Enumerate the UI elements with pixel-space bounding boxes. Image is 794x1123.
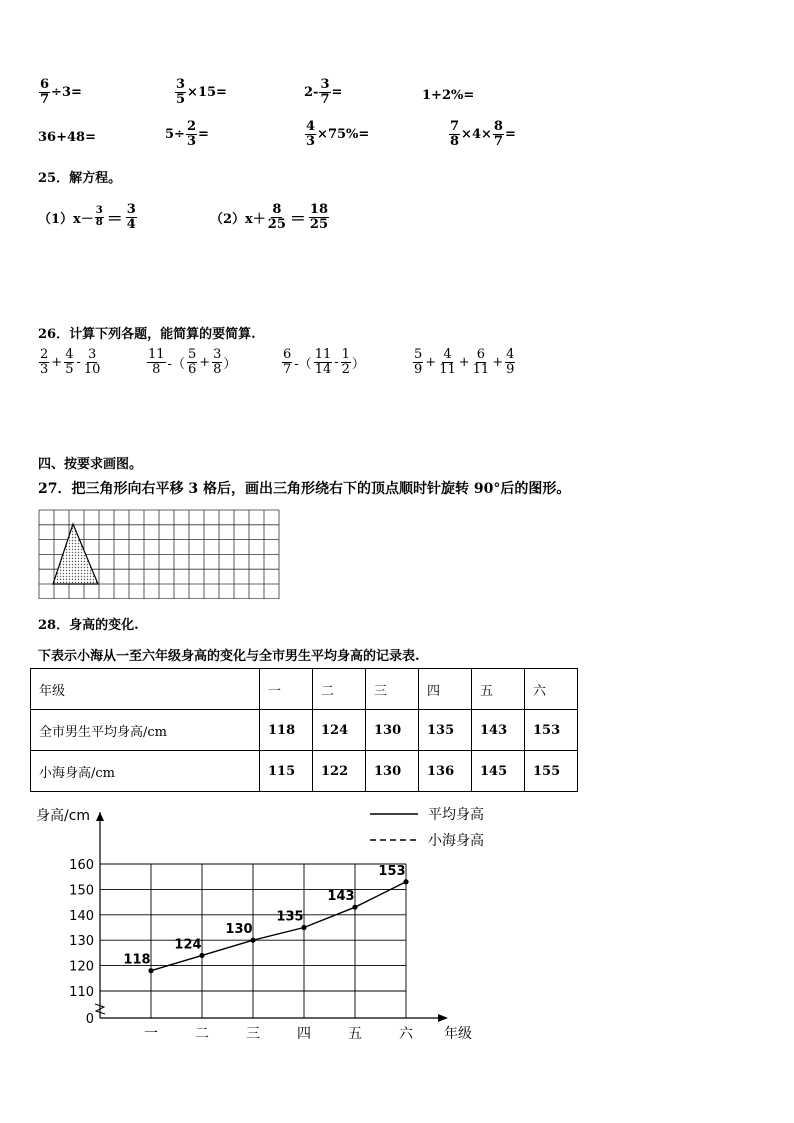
numerator: 4 — [306, 119, 316, 134]
table-cell: 130 — [366, 710, 419, 751]
q26-expr-1 — [38, 348, 102, 376]
x-tick-label: 二 — [195, 1026, 209, 1042]
calc-r2-4 — [448, 120, 516, 148]
table-cell: 115 — [260, 751, 313, 792]
denominator: 6 — [187, 361, 197, 377]
table-header-row — [31, 669, 578, 710]
denominator: 4 — [126, 216, 136, 232]
denominator: 5 — [65, 361, 74, 377]
data-label: 143 — [327, 889, 355, 905]
table-cell: 153 — [525, 710, 578, 751]
y-tick-label: 140 — [69, 908, 94, 924]
denominator: 7 — [493, 133, 503, 149]
operator: -（ — [294, 356, 312, 372]
calc-r2-3 — [304, 120, 369, 148]
calc-r1-1 — [38, 78, 82, 106]
operator: -（ — [167, 356, 185, 372]
table-cell: 155 — [525, 751, 578, 792]
numerator: 6 — [283, 347, 292, 362]
numerator: 3 — [126, 202, 136, 217]
numerator: 5 — [414, 347, 423, 362]
numerator: 6 — [40, 77, 50, 92]
calc-r2-1 — [38, 130, 96, 145]
table-cell: 122 — [313, 751, 366, 792]
q26-title: 26．计算下列各题，能简算的要简算. — [38, 327, 256, 342]
height-line-chart — [30, 800, 500, 1050]
calc-rest: ×15= — [187, 84, 227, 100]
numerator: 6 — [476, 347, 486, 362]
q26-expr-3 — [281, 348, 365, 376]
denominator: 5 — [176, 91, 186, 107]
section-four-title: 四、按要求画图。 — [38, 457, 143, 472]
y-tick-label: 130 — [69, 934, 94, 950]
grade-header: 六 — [525, 669, 578, 710]
operator: + — [425, 354, 437, 370]
data-label: 153 — [378, 863, 406, 879]
numerator: 3 — [320, 77, 330, 92]
denominator: 3 — [186, 133, 196, 149]
numerator: 7 — [450, 119, 460, 134]
calc-pre: 2- — [304, 84, 319, 100]
operator: - — [334, 354, 339, 370]
calc-text: 1+2%= — [422, 88, 475, 103]
q28-title: 28．身高的变化. — [38, 618, 139, 633]
numerator: 3 — [95, 205, 103, 217]
operator: + — [492, 354, 504, 370]
numerator: 11 — [148, 347, 165, 362]
grade-header: 二 — [313, 669, 366, 710]
x-tick-label: 四 — [297, 1026, 311, 1042]
numerator: 3 — [176, 77, 186, 92]
calc-rest: ÷3= — [51, 84, 82, 100]
denominator: 8 — [450, 133, 460, 149]
operator: + — [199, 354, 211, 370]
data-point — [403, 879, 408, 884]
denominator: 3 — [40, 361, 49, 377]
table-cell: 118 — [260, 710, 313, 751]
data-point — [301, 925, 306, 930]
eq-pre: （1）x－ — [38, 211, 94, 227]
denominator: 7 — [283, 361, 292, 377]
data-label: 118 — [123, 952, 151, 968]
denominator: 10 — [83, 361, 101, 377]
data-label: 135 — [276, 909, 304, 925]
denominator: 9 — [506, 361, 515, 377]
axis-break — [95, 1004, 105, 1014]
y-tick-label: 110 — [69, 985, 94, 1000]
denominator: 25 — [309, 216, 328, 232]
q25-eq1 — [38, 203, 138, 231]
denominator: 11 — [439, 361, 456, 377]
calc-mid: ×4× — [461, 126, 492, 142]
x-tick-label: 六 — [399, 1026, 413, 1042]
denominator: 9 — [414, 361, 423, 377]
table-row — [31, 710, 578, 751]
table-cell: 145 — [472, 751, 525, 792]
equals-sign: ＝ — [106, 208, 123, 228]
numerator: 18 — [309, 202, 328, 217]
table-cell: 124 — [313, 710, 366, 751]
y-tick-label: 150 — [69, 883, 94, 899]
operator: + — [458, 354, 470, 370]
grade-header: 四 — [419, 669, 472, 710]
calc-r1-2 — [174, 78, 227, 106]
y-tick-label: 120 — [69, 959, 94, 975]
y-axis-arrow — [96, 812, 104, 821]
denominator: 8 — [95, 216, 103, 228]
grade-header: 一 — [260, 669, 313, 710]
denominator: 7 — [40, 91, 50, 107]
numerator: 1 — [341, 347, 350, 362]
x-tick-label: 一 — [144, 1026, 158, 1042]
data-point — [352, 905, 357, 910]
numerator: 2 — [186, 119, 196, 134]
data-point — [148, 968, 153, 973]
numerator: 2 — [40, 347, 49, 362]
numerator: 3 — [213, 347, 222, 362]
x-tick-label: 五 — [348, 1026, 362, 1042]
row-label: 全市男生平均身高/cm — [31, 710, 260, 751]
denominator: 8 — [152, 361, 161, 377]
denominator: 2 — [341, 361, 350, 377]
calc-rest: ×75%= — [317, 126, 370, 142]
eq-pre: （2）x＋ — [210, 211, 266, 227]
height-record-table — [30, 668, 578, 792]
calc-pre: 5÷ — [165, 126, 185, 142]
numerator: 4 — [506, 347, 515, 362]
q26-expr-2 — [146, 348, 236, 376]
operator: + — [51, 354, 63, 370]
q25-title: 25．解方程。 — [38, 171, 122, 186]
y-tick-label: 0 — [85, 1012, 94, 1027]
denominator: 3 — [306, 133, 316, 149]
denominator: 11 — [472, 361, 490, 377]
calc-r1-4 — [422, 88, 474, 103]
table-header-label: 年级 — [31, 669, 260, 710]
operator: - — [76, 354, 81, 370]
row-label: 小海身高/cm — [31, 751, 260, 792]
calc-text: 36+48= — [38, 130, 96, 145]
table-cell: 130 — [366, 751, 419, 792]
x-axis-label: 年级 — [444, 1026, 472, 1042]
paren-close: ） — [351, 356, 365, 372]
legend-label-average: 平均身高 — [428, 807, 484, 823]
numerator: 4 — [443, 347, 452, 362]
q27-title: 27．把三角形向右平移 3 格后，画出三角形绕右下的顶点顺时针旋转 90°后的图形。 — [38, 481, 571, 497]
series-line — [151, 882, 406, 971]
data-label: 124 — [174, 937, 202, 953]
denominator: 7 — [320, 91, 330, 107]
calc-r2-2 — [165, 120, 209, 148]
table-cell: 136 — [419, 751, 472, 792]
denominator: 8 — [213, 361, 222, 377]
data-label: 130 — [225, 922, 253, 938]
numerator: 5 — [187, 347, 197, 362]
table-row — [31, 751, 578, 792]
table-cell: 135 — [419, 710, 472, 751]
q26-expr-4 — [412, 348, 516, 376]
table-cell: 143 — [472, 710, 525, 751]
legend — [370, 806, 484, 849]
data-point — [199, 953, 204, 958]
q25-eq2 — [210, 203, 330, 231]
calc-rest: = — [331, 84, 343, 100]
numerator: 8 — [493, 119, 503, 134]
q27-grid — [38, 509, 280, 599]
x-axis-arrow — [438, 1014, 448, 1022]
grade-header: 五 — [472, 669, 525, 710]
grade-header: 三 — [366, 669, 419, 710]
calc-rest: = — [504, 126, 516, 142]
numerator: 8 — [272, 202, 282, 217]
equals-sign: ＝ — [289, 208, 306, 228]
denominator: 25 — [267, 216, 286, 232]
numerator: 4 — [65, 347, 74, 362]
calc-rest: = — [198, 126, 209, 142]
q28-intro: 下表示小海从一至六年级身高的变化与全市男生平均身高的记录表. — [38, 649, 420, 664]
data-point — [250, 938, 255, 943]
legend-label-xiaohai: 小海身高 — [428, 833, 484, 849]
numerator: 11 — [314, 347, 332, 362]
denominator: 14 — [314, 361, 332, 377]
y-tick-label: 160 — [69, 858, 94, 873]
numerator: 3 — [88, 347, 97, 362]
x-tick-label: 三 — [246, 1026, 260, 1042]
paren-close: ） — [223, 356, 237, 372]
y-axis-label: 身高/cm — [36, 808, 91, 824]
calc-r1-3 — [304, 78, 342, 106]
